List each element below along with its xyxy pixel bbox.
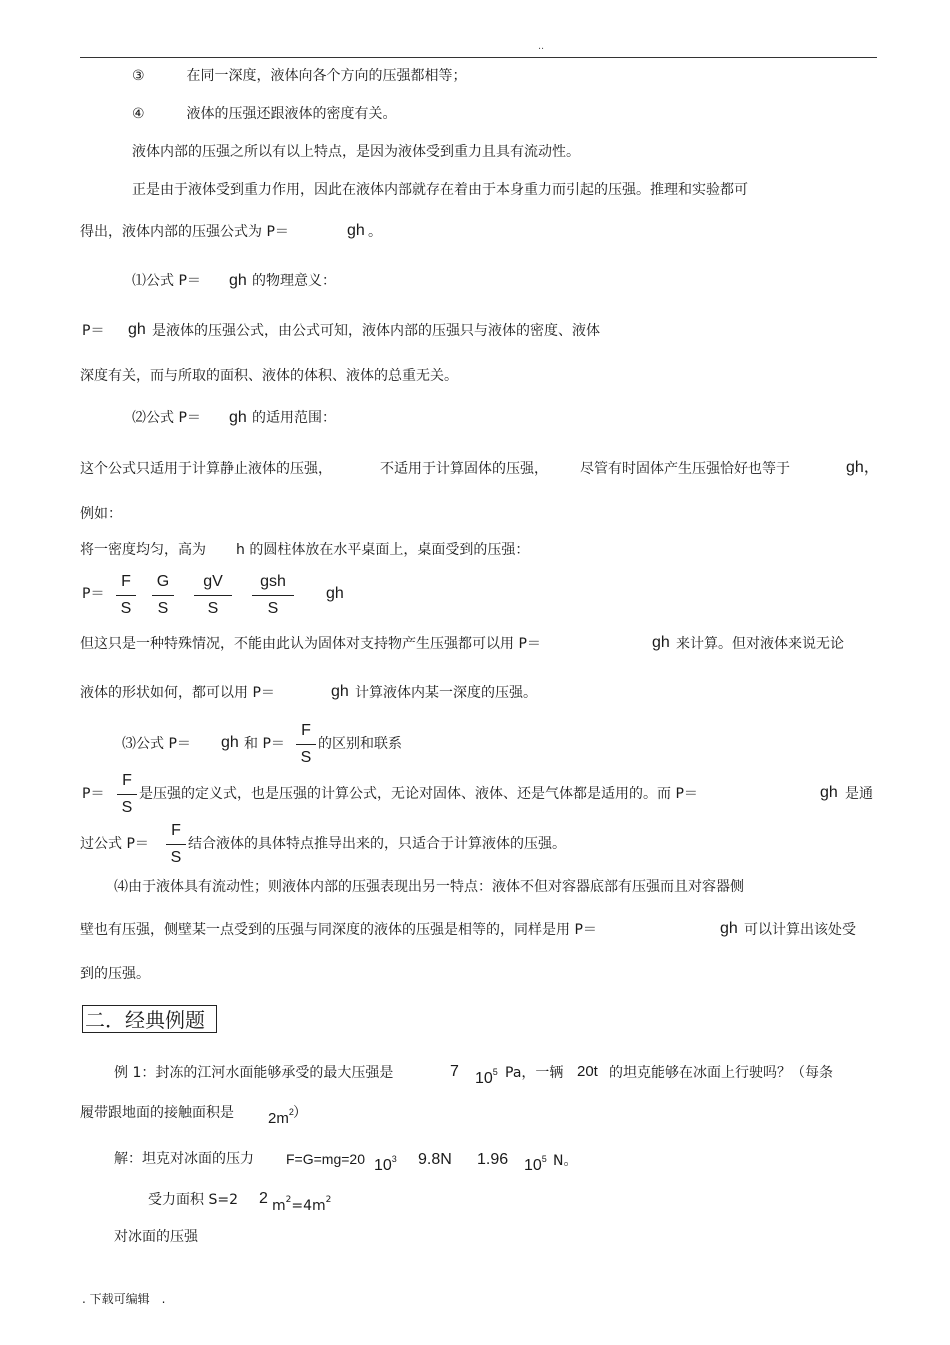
side-wall-gh: gh: [720, 920, 738, 937]
solution-force-value: 1.96: [477, 1151, 509, 1168]
example-1-area-close: ）: [293, 1105, 307, 1121]
definition-text: 是压强的定义式，也是压强的计算公式，无论对固体、液体、还是气体都是适用的。而 P＝: [139, 786, 698, 802]
example-1-area-exp: 2: [288, 1107, 294, 1117]
scope-text-1: 这个公式只适用于计算静止液体的压强，: [80, 461, 332, 477]
formula-intro: 得出，液体内部的压强公式为 P＝: [80, 224, 289, 240]
example-1-ten: [475, 1063, 498, 1088]
meaning-p: P＝: [82, 323, 105, 339]
scope-text-2: 不适用于计算固体的压强，: [380, 461, 548, 477]
liquid-shape-gh: gh: [331, 683, 349, 700]
heading-meaning-tail: 的物理意义：: [252, 273, 336, 289]
definition-p: P＝: [82, 786, 105, 802]
side-wall-end: 到的压强。: [80, 966, 150, 982]
heading-compare-fraction: [296, 722, 316, 770]
solution-area-two: 2: [259, 1190, 268, 1207]
solution-force-formula: F=G=mg=20: [286, 1151, 365, 1167]
eq1-f2-bar: [152, 595, 174, 596]
solution-force-label: 解：坦克对冰面的压力: [114, 1151, 254, 1167]
solution-area-label: 受力面积 S=2: [148, 1192, 238, 1208]
heading-meaning-gh: gh: [229, 272, 247, 289]
section-title: 二．经典例题: [85, 1008, 205, 1032]
derived-fraction: [166, 822, 186, 870]
compare-f-denominator: S: [300, 749, 312, 766]
eq1-f4-bar: [252, 595, 294, 596]
solution-ten-5-exp: 5: [541, 1154, 547, 1164]
eq1-fraction-g-s: [152, 573, 174, 621]
heading-compare-and: 和 P＝: [244, 736, 285, 752]
example-1-ten-exp: 5: [492, 1067, 498, 1077]
example-1-mass: 20t: [577, 1063, 598, 1080]
example-1-question: 的坦克能够在冰面上行驶吗？（每条: [609, 1065, 833, 1081]
example-1-seven: 7: [450, 1063, 459, 1080]
special-case-text: 但这只是一种特殊情况，不能由此认为固体对支持物产生压强都可以用 P＝: [80, 636, 541, 652]
solution-area-m2-exp: 2: [285, 1195, 292, 1205]
example-1-pa: Pa，一辆: [505, 1065, 564, 1081]
definition-fraction: [117, 772, 137, 820]
solution-ten-3-exp: 3: [391, 1154, 397, 1164]
formula-period: 。: [368, 224, 382, 240]
eq1-fraction-gv-s: [194, 573, 232, 621]
header-rule: [80, 57, 877, 58]
scope-text-3: 尽管有时固体产生压强恰好也等于: [580, 461, 790, 477]
solution-ten-5-base: 10: [524, 1157, 542, 1174]
compare-f-numerator: F: [301, 722, 311, 739]
eq1-f1-bar: [116, 595, 136, 596]
derived-tail: 结合液体的具体特点推导出来的，只适合于计算液体的压强。: [188, 836, 566, 852]
liquid-shape-tail: 计算液体内某一深度的压强。: [355, 685, 537, 701]
page-footer: . 下载可编辑 .: [82, 1292, 166, 1306]
definition-gh: gh: [820, 784, 838, 801]
formula-gh: gh: [347, 222, 365, 239]
item-3: ③ 在同一深度，液体向各个方向的压强都相等；: [132, 68, 467, 84]
eq1-result: gh: [326, 585, 344, 602]
eq1-f3-bar: [194, 595, 232, 596]
derived-f-bar: [166, 844, 186, 845]
example-1-text: 例 1：封冻的江河水面能够承受的最大压强是: [114, 1065, 394, 1081]
meaning-text-2: 深度有关，而与所取的面积、液体的体积、液体的总重无关。: [80, 368, 458, 384]
solution-ten-5: [524, 1150, 547, 1175]
heading-scope-tail: 的适用范围：: [252, 410, 336, 426]
example-label: 例如：: [80, 506, 122, 522]
heading-compare-gh: gh: [221, 734, 239, 751]
derived-f-numerator: F: [171, 822, 181, 839]
example-1-ten-base: 10: [475, 1070, 493, 1087]
item-4: ④ 液体的压强还跟液体的密度有关。: [132, 106, 397, 122]
solution-pressure-label: 对冰面的压强: [114, 1229, 198, 1245]
eq1-f4-numerator: gsh: [260, 573, 286, 590]
eq1-fraction-gsh-s: [252, 573, 294, 621]
header-dots: ..: [538, 40, 545, 52]
solution-ten-3-base: 10: [374, 1157, 392, 1174]
section-title-box: [82, 1005, 217, 1033]
eq1-f1-denominator: S: [120, 600, 132, 617]
special-case-tail: 来计算。但对液体来说无论: [676, 636, 844, 652]
eq1-f1-numerator: F: [121, 573, 131, 590]
example-1-area: [268, 1103, 294, 1128]
example-1-area-text: 履带跟地面的接触面积是: [80, 1105, 234, 1121]
eq1-f2-denominator: S: [157, 600, 169, 617]
special-case-gh: gh: [652, 634, 670, 651]
solution-area-m2: [272, 1191, 331, 1215]
heading-scope-gh: gh: [229, 409, 247, 426]
heading-compare-tail: 的区别和联系: [318, 736, 402, 752]
example-1-area-base: 2m: [268, 1110, 289, 1127]
solution-ten-3: [374, 1150, 397, 1175]
compare-f-bar: [296, 744, 316, 745]
paragraph-reason: 液体内部的压强之所以有以上特点，是因为液体受到重力且具有流动性。: [132, 144, 580, 160]
heading-meaning: ⑴公式 P＝: [132, 273, 201, 289]
paragraph-gravity: 正是由于液体受到重力作用，因此在液体内部就存在着由于本身重力而引起的压强。推理和实验都可: [132, 182, 748, 198]
definition-tail: 是通: [845, 786, 873, 802]
definition-f-bar: [117, 794, 137, 795]
meaning-gh: gh: [128, 321, 146, 338]
meaning-text: 是液体的压强公式，由公式可知，液体内部的压强只与液体的密度、液体: [152, 323, 600, 339]
eq1-f3-denominator: S: [207, 600, 219, 617]
definition-f-denominator: S: [121, 799, 133, 816]
cylinder-text-2: h 的圆柱体放在水平桌面上，桌面受到的压强：: [236, 542, 530, 558]
eq1-f3-numerator: gV: [203, 573, 223, 590]
derived-f-denominator: S: [170, 849, 182, 866]
side-wall-text: 壁也有压强，侧壁某一点受到的压强与同深度的液体的压强是相等的，同样是用 P＝: [80, 922, 597, 938]
solution-area-result: =4m: [291, 1198, 326, 1214]
derived-text: 过公式 P＝: [80, 836, 149, 852]
side-wall-tail: 可以计算出该处受: [744, 922, 856, 938]
liquid-shape-text: 液体的形状如何，都可以用 P＝: [80, 685, 275, 701]
solution-area-result-exp: 2: [325, 1195, 332, 1205]
eq1-f2-numerator: G: [156, 573, 170, 590]
eq1-p: P＝: [82, 586, 105, 602]
eq1-f4-denominator: S: [267, 600, 279, 617]
scope-gh: gh，: [846, 459, 880, 476]
cylinder-text-1: 将一密度均匀，高为: [80, 542, 206, 558]
definition-f-numerator: F: [122, 772, 132, 789]
heading-compare: ⑶公式 P＝: [122, 736, 191, 752]
solution-area-m2-base: m: [272, 1198, 286, 1214]
eq1-fraction-f-s: [116, 573, 136, 621]
fluidity-text: ⑷由于液体具有流动性；则液体内部的压强表现出另一特点：液体不但对容器底部有压强而且对容器侧: [114, 879, 744, 895]
heading-scope: ⑵公式 P＝: [132, 410, 201, 426]
solution-force-unit: N。: [553, 1153, 578, 1169]
solution-g: 9.8N: [418, 1151, 452, 1168]
